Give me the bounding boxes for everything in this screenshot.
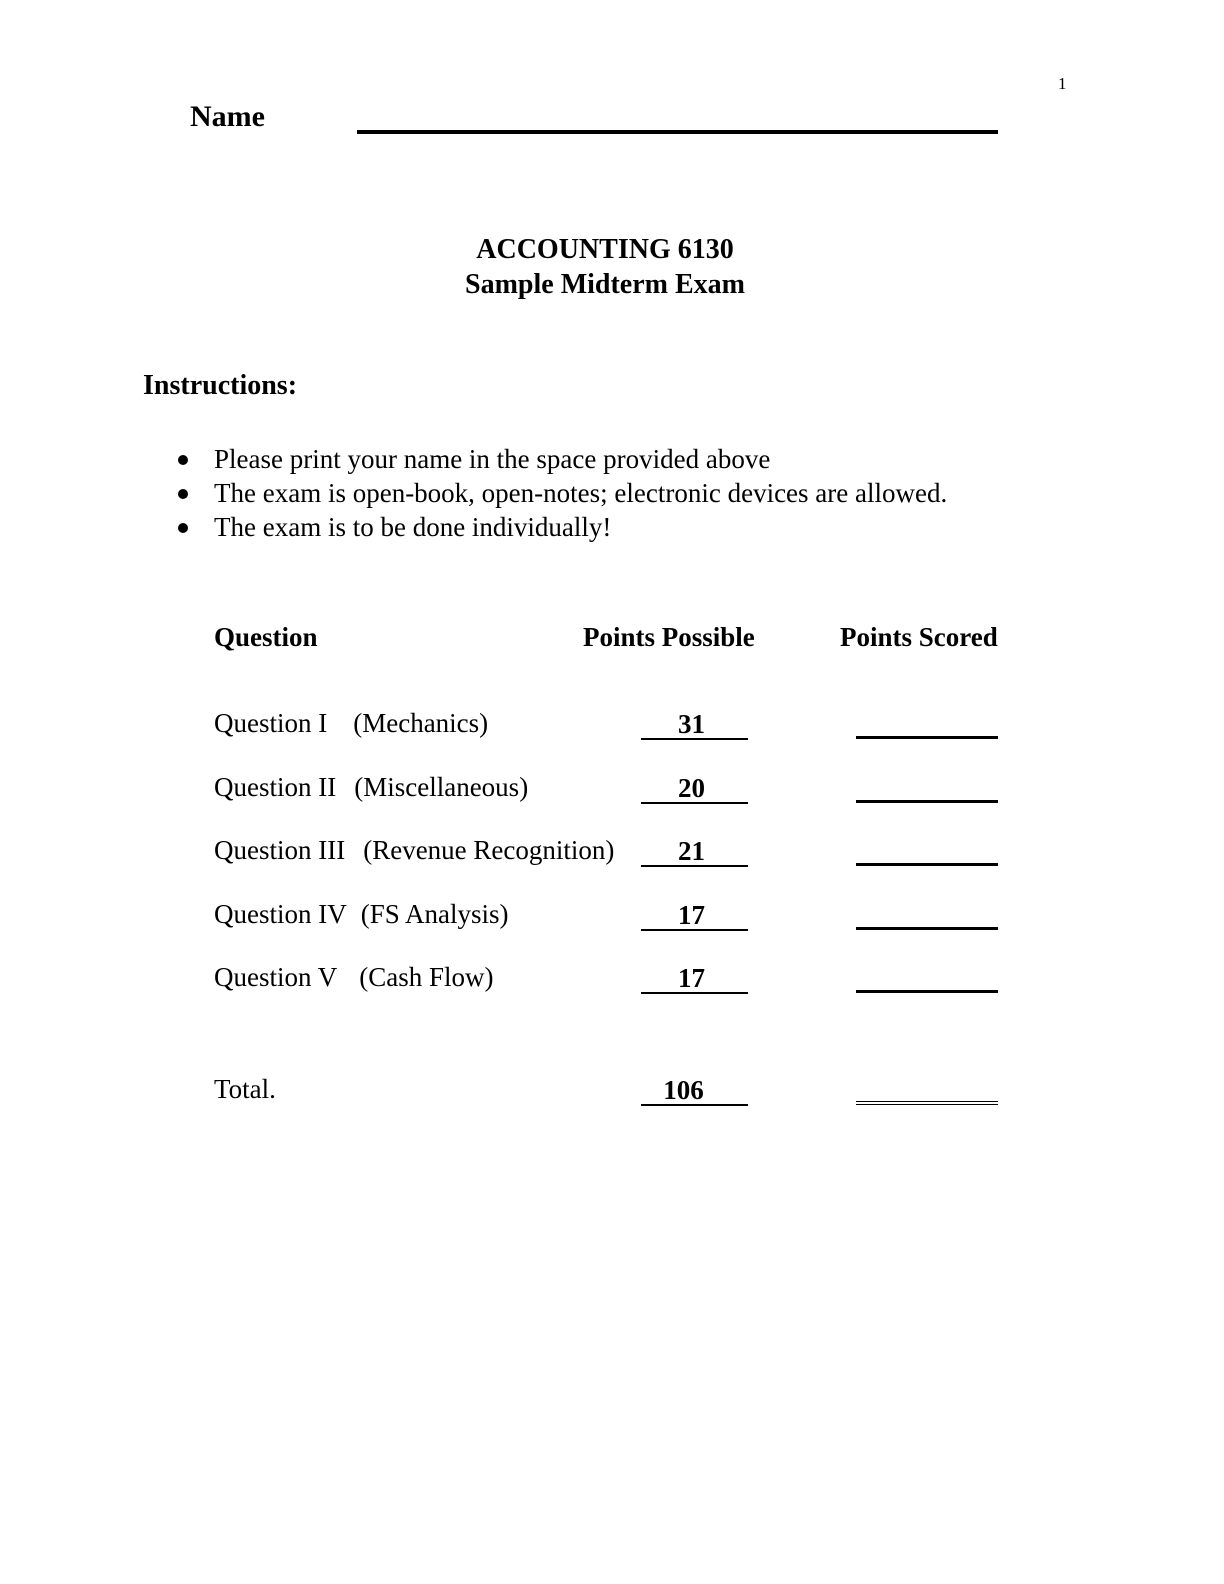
points-possible-value: 20	[641, 772, 748, 804]
question-label: Question III	[214, 835, 346, 865]
instructions-list	[178, 442, 947, 544]
instruction-item	[178, 510, 947, 544]
question-topic: (Cash Flow)	[359, 962, 494, 992]
question-topic: (Mechanics)	[353, 708, 489, 738]
course-title: ACCOUNTING 6130	[476, 234, 734, 265]
points-scored-field[interactable]	[856, 990, 998, 993]
bullet-icon	[178, 489, 188, 499]
instructions-heading: Instructions:	[143, 370, 298, 401]
instruction-text: The exam is open-book, open-notes; electronic devices are allowed.	[214, 478, 948, 508]
points-possible-value: 21	[641, 835, 748, 867]
question-label: Question I	[214, 708, 328, 738]
table-row	[214, 899, 509, 930]
total-points-scored-field[interactable]	[856, 1101, 998, 1105]
table-row	[214, 835, 614, 866]
instruction-item	[178, 442, 947, 476]
exam-title: Sample Midterm Exam	[465, 269, 745, 300]
header-points-scored: Points Scored	[840, 622, 998, 652]
name-field-line[interactable]	[357, 130, 998, 134]
points-scored-field[interactable]	[856, 927, 998, 930]
instruction-text: The exam is to be done individually!	[214, 512, 612, 542]
table-row	[214, 962, 494, 993]
question-topic: (FS Analysis)	[360, 899, 509, 929]
total-points-possible: 106	[641, 1074, 748, 1106]
instruction-text: Please print your name in the space provided above	[214, 444, 771, 474]
instruction-item	[178, 476, 947, 510]
bullet-icon	[178, 455, 188, 465]
header-question: Question	[214, 622, 318, 652]
table-row	[214, 772, 528, 803]
name-label: Name	[190, 100, 265, 133]
header-points-possible: Points Possible	[583, 622, 755, 652]
points-possible-value: 17	[641, 899, 748, 931]
points-possible-value: 31	[641, 708, 748, 740]
question-label: Question IV	[214, 899, 347, 929]
bullet-icon	[178, 523, 188, 533]
table-row	[214, 708, 488, 739]
question-topic: (Revenue Recognition)	[363, 835, 615, 865]
points-scored-field[interactable]	[856, 863, 998, 866]
points-scored-field[interactable]	[856, 736, 998, 739]
page-number: 1	[1058, 74, 1067, 93]
question-label: Question II	[214, 772, 337, 802]
points-scored-field[interactable]	[856, 800, 998, 803]
question-label: Question V	[214, 962, 338, 992]
points-possible-value: 17	[641, 962, 748, 994]
question-topic: (Miscellaneous)	[354, 772, 529, 802]
total-label: Total.	[214, 1074, 276, 1104]
